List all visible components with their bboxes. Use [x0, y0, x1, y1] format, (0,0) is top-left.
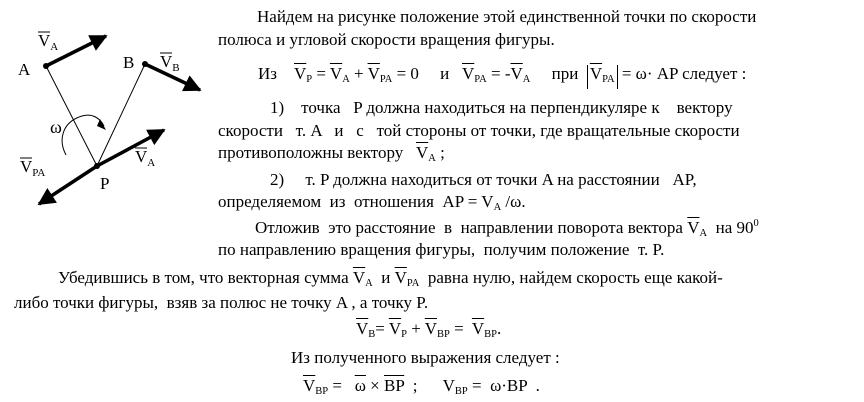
text-line-14: Из полученного выражения следует : — [291, 348, 560, 367]
text-line-6: противоположны вектору $\overline{V}_A$ ; — [218, 143, 445, 164]
text-line-8: определяемом из отношения AP = $V_A$ /ω. — [218, 192, 526, 213]
vector-VPA-at-P — [39, 166, 97, 204]
text-line-10: по направлению вращения фигуры, получим положение т. P. — [218, 240, 665, 259]
label-VB: $V_B$ — [160, 52, 180, 74]
label-VPA: $V_{PA}$ — [20, 157, 46, 179]
line-AP — [46, 66, 97, 166]
text-line-12: либо точки фигуры, взяв за полюс не точку A , а точку P. — [14, 293, 429, 312]
text-line-9: Отложив это расстояние в направлении поворота вектора $\overline{V}_A$ на $90^0$ — [255, 218, 759, 239]
label-VA-top: $V_A$ — [38, 31, 59, 53]
label-omega: ω — [50, 117, 62, 137]
label-B: B — [123, 53, 135, 72]
kinematics-figure — [0, 0, 225, 220]
label-P: P — [100, 174, 110, 193]
text-line-3: Из $\overline{V}_P = \overline{V}_A + \overline{V}_{PA} = 0$ и $\overline{V}_{PA} = -\overline{V}_A$ при $\overline{V}_{PA} = \omega\cdot$ AP следует : — [258, 64, 746, 90]
label-VA-at-P: $V_A$ — [135, 147, 156, 169]
text-line-4: 1) точка P должна находиться на перпендикуляре к вектору — [270, 98, 733, 117]
text-line-11: Убедившись в том, что векторная сумма $\overline{V}_A$ и $\overline{V}_{PA}$ равна нулю, найдем скорость еще какой- — [58, 268, 723, 289]
text-line-5: скорости т. A и с той стороны от точки, где вращательные скорости — [218, 121, 740, 140]
equation-VB: $\overline{V}_B= \overline{V}_P + \overline{V}_{BP} = \overline{V}_{BP}$. — [356, 319, 502, 340]
omega-arrowhead — [97, 119, 106, 130]
text-line-7: 2) т. P должна находиться от точки A на расстоянии AP, — [270, 170, 697, 189]
text-line-2: полюса и угловой скорости вращения фигуры. — [218, 30, 555, 49]
label-A: A — [18, 60, 31, 79]
equation-VBP: $\overline{V}_{BP} = \overline{\omega} \times \overline{BP}$ ; $V_{BP} = \omega\cdot BP$ . — [303, 376, 540, 397]
point-B — [142, 61, 148, 67]
point-A — [43, 63, 49, 69]
point-P — [94, 163, 100, 169]
omega-arc — [62, 115, 104, 155]
text-line-1: Найдем на рисунке положение этой единственной точки по скорости — [257, 7, 757, 26]
